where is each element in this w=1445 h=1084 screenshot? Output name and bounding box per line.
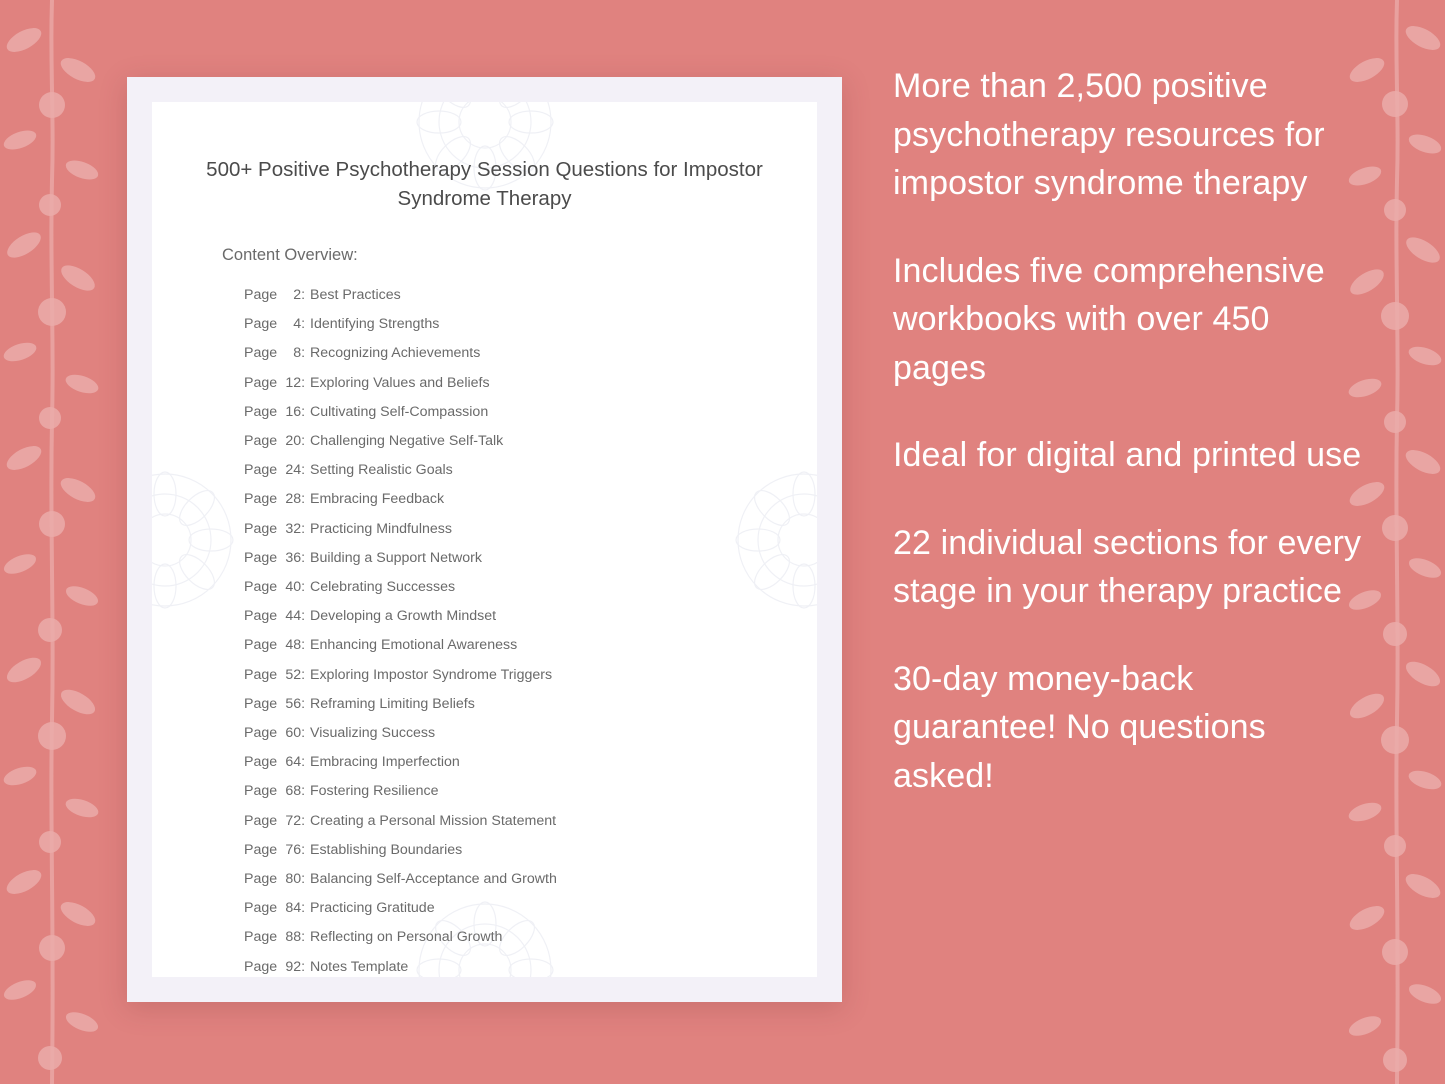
- toc-page-number: 64:: [285, 754, 306, 771]
- document-title: 500+ Positive Psychotherapy Session Questions for Impostor Syndrome Therapy: [206, 158, 763, 210]
- toc-page-prefix: Page: [244, 637, 282, 654]
- toc-entry-page: [244, 602, 306, 631]
- toc-page-number: 56:: [285, 695, 306, 712]
- toc-entry-title: Fostering Resilience: [310, 783, 439, 800]
- toc-page-prefix: Page: [244, 783, 282, 800]
- toc-entry-title: Reflecting on Personal Growth: [310, 929, 503, 946]
- toc-entry-title: Recognizing Achievements: [310, 345, 481, 362]
- toc-page-number: 36:: [285, 549, 306, 566]
- toc-entry: [244, 690, 817, 719]
- toc-entry-page: [244, 865, 306, 894]
- toc-entry-page: [244, 777, 306, 806]
- toc-entry-title: Notes Template: [310, 958, 409, 975]
- toc-page-prefix: Page: [244, 579, 282, 596]
- toc-page-number: 16:: [285, 403, 306, 420]
- toc-entry-title: Best Practices: [310, 287, 401, 303]
- toc-page-prefix: Page: [244, 549, 282, 566]
- toc-page-number: 20:: [285, 433, 306, 450]
- toc-page-prefix: Page: [244, 374, 282, 391]
- marketing-bullet: Ideal for digital and printed use: [893, 436, 1362, 474]
- toc-entry-title: Identifying Strengths: [310, 316, 440, 333]
- toc-page-prefix: Page: [244, 695, 282, 712]
- toc-entry-page: [244, 310, 306, 339]
- marketing-bullet: 22 individual sections for every stage in your therapy practice: [893, 523, 1362, 610]
- toc-entry-title: Creating a Personal Mission Statement: [310, 812, 557, 829]
- toc-page-number: 24:: [285, 462, 306, 479]
- toc-page-prefix: Page: [244, 929, 282, 946]
- toc-page-number: 80:: [285, 871, 306, 888]
- table-of-contents: [244, 281, 817, 977]
- toc-entry: [244, 777, 817, 806]
- toc-page-number: 8:: [293, 345, 306, 362]
- toc-page-prefix: Page: [244, 287, 282, 303]
- toc-page-number: 88:: [285, 929, 306, 946]
- toc-entry-title: Balancing Self-Acceptance and Growth: [310, 871, 557, 888]
- toc-entry-title: Building a Support Network: [310, 549, 482, 566]
- toc-entry-page: [244, 573, 306, 602]
- toc-entry-page: [244, 427, 306, 456]
- toc-entry-page: [244, 923, 306, 952]
- toc-entry: [244, 602, 817, 631]
- toc-page-number: 92:: [285, 958, 306, 975]
- toc-entry-page: [244, 369, 306, 398]
- toc-entry: [244, 807, 817, 836]
- toc-page-prefix: Page: [244, 316, 282, 333]
- marketing-bullets: [893, 62, 1363, 800]
- toc-page-prefix: Page: [244, 958, 282, 975]
- toc-page-number: 40:: [285, 579, 306, 596]
- toc-page-number: 44:: [285, 608, 306, 625]
- toc-entry: [244, 485, 817, 514]
- toc-page-number: 72:: [285, 812, 306, 829]
- toc-page-number: 76:: [285, 841, 306, 858]
- toc-entry-page: [244, 281, 306, 310]
- toc-page-prefix: Page: [244, 812, 282, 829]
- toc-entry-title: Exploring Impostor Syndrome Triggers: [310, 666, 553, 683]
- toc-entry: [244, 310, 817, 339]
- toc-entry: [244, 544, 817, 573]
- toc-entry-page: [244, 748, 306, 777]
- toc-entry: [244, 339, 817, 368]
- toc-entry-page: [244, 807, 306, 836]
- toc-entry-title: Practicing Gratitude: [310, 900, 435, 917]
- toc-entry-page: [244, 398, 306, 427]
- toc-entry-title: Reframing Limiting Beliefs: [310, 695, 475, 712]
- toc-entry-page: [244, 456, 306, 485]
- toc-entry-title: Embracing Imperfection: [310, 754, 460, 771]
- toc-page-number: 48:: [285, 637, 306, 654]
- toc-entry-title: Setting Realistic Goals: [310, 462, 453, 479]
- toc-entry: [244, 748, 817, 777]
- toc-entry-page: [244, 544, 306, 573]
- toc-page-number: 52:: [285, 666, 306, 683]
- toc-entry: [244, 369, 817, 398]
- toc-page-prefix: Page: [244, 841, 282, 858]
- toc-entry: [244, 894, 817, 923]
- marketing-bullet: Includes five comprehensive workbooks with over 450 pages: [893, 251, 1325, 387]
- toc-entry-title: Developing a Growth Mindset: [310, 608, 497, 625]
- toc-entry-title: Challenging Negative Self-Talk: [310, 433, 504, 450]
- toc-entry: [244, 923, 817, 952]
- toc-page-prefix: Page: [244, 345, 282, 362]
- toc-entry: [244, 836, 817, 865]
- toc-page-number: 4:: [293, 316, 306, 333]
- marketing-bullet: 30-day money-back guarantee! No questions asked!: [893, 659, 1266, 795]
- toc-page-number: 28:: [285, 491, 306, 508]
- toc-entry-title: Exploring Values and Beliefs: [310, 374, 490, 391]
- toc-entry-page: [244, 953, 306, 977]
- toc-entry-page: [244, 894, 306, 923]
- floral-border-left: [0, 0, 110, 1084]
- mandala-ornament-left: [152, 410, 250, 670]
- toc-page-prefix: Page: [244, 433, 282, 450]
- toc-entry: [244, 573, 817, 602]
- content-overview-label: Content Overview:: [222, 246, 358, 264]
- toc-entry-title: Practicing Mindfulness: [310, 520, 452, 537]
- toc-entry-page: [244, 515, 306, 544]
- toc-entry-title: Establishing Boundaries: [310, 841, 463, 858]
- toc-entry-title: Embracing Feedback: [310, 491, 445, 508]
- toc-entry: [244, 865, 817, 894]
- toc-page-number: 60:: [285, 725, 306, 742]
- toc-page-prefix: Page: [244, 725, 282, 742]
- toc-entry-page: [244, 836, 306, 865]
- toc-entry-page: [244, 661, 306, 690]
- toc-page-prefix: Page: [244, 520, 282, 537]
- toc-page-prefix: Page: [244, 666, 282, 683]
- toc-page-prefix: Page: [244, 608, 282, 625]
- toc-entry: [244, 953, 817, 977]
- document-preview: [127, 77, 842, 1002]
- toc-entry-page: [244, 690, 306, 719]
- toc-page-prefix: Page: [244, 403, 282, 420]
- toc-entry: [244, 515, 817, 544]
- toc-page-number: 84:: [285, 900, 306, 917]
- document-page: [152, 102, 817, 977]
- toc-page-number: 12:: [285, 374, 306, 391]
- toc-page-number: 32:: [285, 520, 306, 537]
- toc-entry: [244, 456, 817, 485]
- toc-entry-page: [244, 719, 306, 748]
- toc-page-number: 68:: [285, 783, 306, 800]
- toc-entry-page: [244, 339, 306, 368]
- toc-page-prefix: Page: [244, 900, 282, 917]
- toc-entry: [244, 631, 817, 660]
- toc-page-prefix: Page: [244, 754, 282, 771]
- toc-entry-page: [244, 485, 306, 514]
- toc-page-number: 2:: [293, 287, 306, 303]
- toc-entry: [244, 281, 817, 310]
- toc-entry-title: Visualizing Success: [310, 725, 436, 742]
- marketing-bullet: More than 2,500 positive psychotherapy resources for impostor syndrome therapy: [893, 67, 1325, 202]
- toc-page-prefix: Page: [244, 871, 282, 888]
- toc-entry: [244, 661, 817, 690]
- toc-entry-title: Celebrating Successes: [310, 579, 456, 596]
- toc-entry: [244, 427, 817, 456]
- toc-entry-title: Enhancing Emotional Awareness: [310, 637, 518, 654]
- toc-page-prefix: Page: [244, 491, 282, 508]
- toc-entry: [244, 398, 817, 427]
- toc-page-prefix: Page: [244, 462, 282, 479]
- toc-entry-title: Cultivating Self-Compassion: [310, 403, 489, 420]
- toc-entry-page: [244, 631, 306, 660]
- toc-entry: [244, 719, 817, 748]
